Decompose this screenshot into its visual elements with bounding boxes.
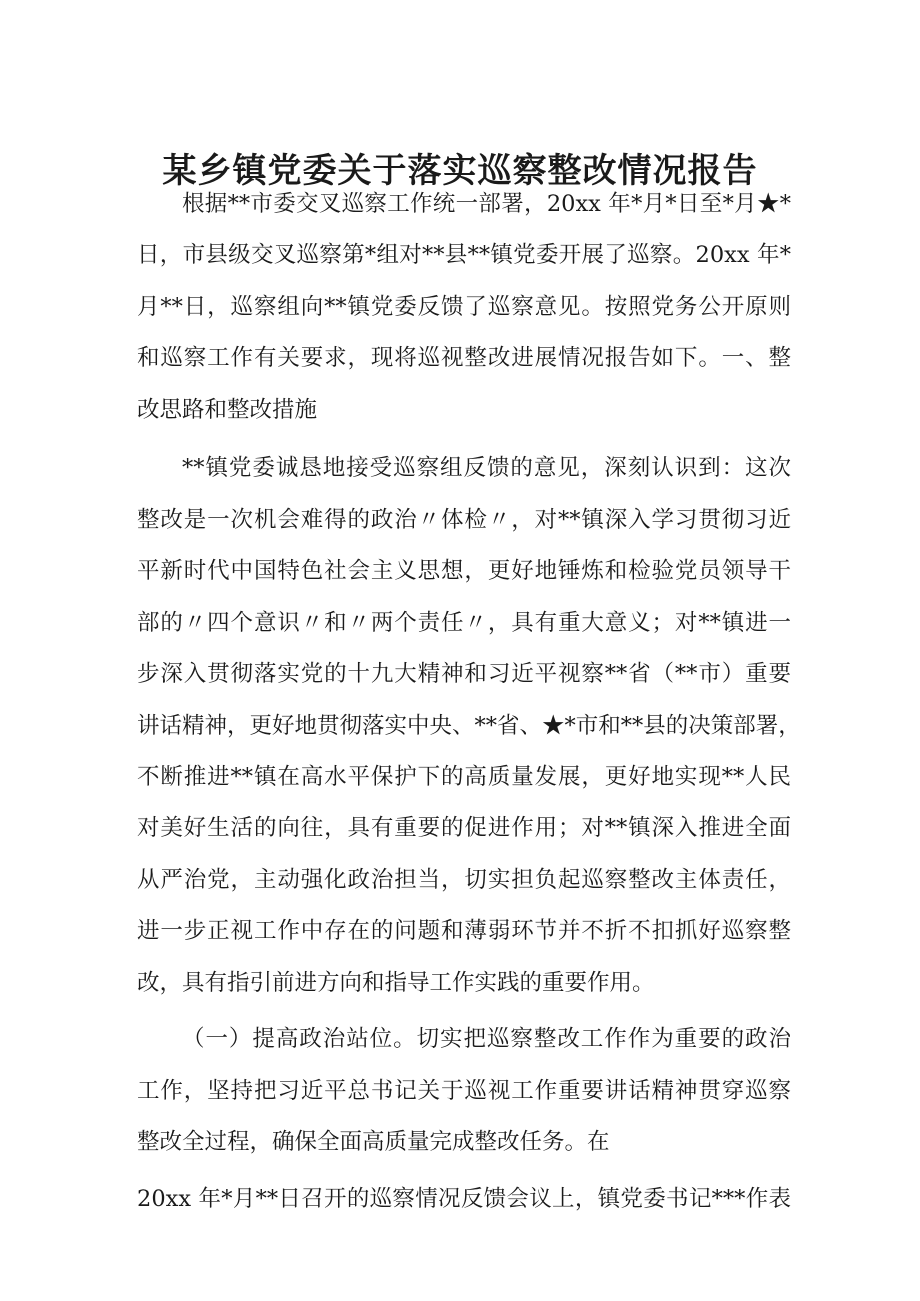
paragraph-line: 对美好生活的向往，具有重要的促进作用；对**镇深入推进全面 xyxy=(137,815,791,841)
paragraph-line: 20xx 年*月**日召开的巡察情况反馈会议上，镇党委书记***作表 xyxy=(137,1186,791,1212)
paragraph-line: 步深入贯彻落实党的十九大精神和习近平视察**省（**市）重要 xyxy=(137,661,791,687)
paragraph-line: 平新时代中国特色社会主义思想，更好地锤炼和检验党员领导干 xyxy=(137,558,791,584)
paragraph-line: 改，具有指引前进方向和指导工作实践的重要作用。 xyxy=(137,970,655,996)
paragraph-line: 整改是一次机会难得的政治〃体检〃，对**镇深入学习贯彻习近 xyxy=(137,507,791,533)
paragraph-line: （一）提高政治站位。切实把巡察整改工作作为重要的政治 xyxy=(182,1026,791,1052)
paragraph-line: 月**日，巡察组向**镇党委反馈了巡察意见。按照党务公开原则 xyxy=(137,294,791,320)
document-title: 某乡镇党委关于落实巡察整改情况报告 xyxy=(162,151,758,191)
paragraph-line: 进一步正视工作中存在的问题和薄弱环节并不折不扣抓好巡察整 xyxy=(137,918,791,944)
paragraph-line: 和巡察工作有关要求，现将巡视整改进展情况报告如下。一、整 xyxy=(137,345,791,371)
paragraph-line: 部的〃四个意识〃和〃两个责任〃，具有重大意义；对**镇进一 xyxy=(137,610,791,636)
paragraph-line: **镇党委诚恳地接受巡察组反馈的意见，深刻认识到：这次 xyxy=(182,455,791,481)
paragraph-line: 不断推进**镇在高水平保护下的高质量发展，更好地实现**人民 xyxy=(137,764,791,790)
paragraph-line: 整改全过程，确保全面高质量完成整改任务。在 xyxy=(137,1129,610,1155)
paragraph-line: 根据**市委交叉巡察工作统一部署，20xx 年*月*日至*月★* xyxy=(182,191,791,217)
paragraph-line: 讲话精神，更好地贯彻落实中央、**省、★*市和**县的决策部署， xyxy=(137,713,801,739)
paragraph-line: 从严治党，主动强化政治担当，切实担负起巡察整改主体责任， xyxy=(137,867,791,893)
paragraph-line: 日，市县级交叉巡察第*组对**县**镇党委开展了巡察。20xx 年* xyxy=(137,242,791,268)
paragraph-line: 工作，坚持把习近平总书记关于巡视工作重要讲话精神贯穿巡察 xyxy=(137,1078,791,1104)
paragraph-line: 改思路和整改措施 xyxy=(137,397,318,423)
